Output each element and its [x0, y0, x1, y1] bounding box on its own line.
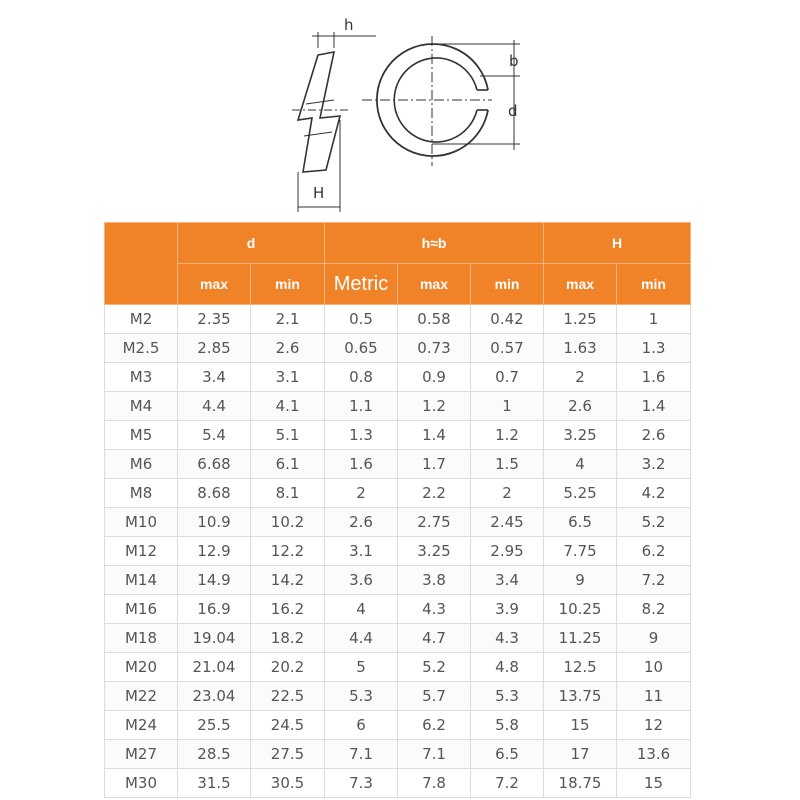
cell-d-min: 30.5	[251, 769, 325, 798]
cell-H-max: 10.25	[544, 595, 617, 624]
cell-metric: 0.65	[325, 334, 398, 363]
cell-H-min: 2.6	[617, 421, 691, 450]
cell-metric: 3.1	[325, 537, 398, 566]
table-row	[105, 682, 691, 711]
cell-d-min: 2.1	[251, 305, 325, 334]
cell-hb-max: 7.8	[398, 769, 471, 798]
header-H-min: min	[617, 264, 691, 305]
cell-hb-max: 5.7	[398, 682, 471, 711]
cell-metric: 1.1	[325, 392, 398, 421]
cell-size: M6	[105, 450, 178, 479]
cell-hb-max: 3.25	[398, 537, 471, 566]
header-d: d	[178, 223, 325, 264]
cell-metric: 5	[325, 653, 398, 682]
cell-d-min: 14.2	[251, 566, 325, 595]
label-d: d	[508, 102, 518, 120]
cell-hb-min: 3.9	[471, 595, 544, 624]
cell-H-min: 3.2	[617, 450, 691, 479]
cell-hb-max: 5.2	[398, 653, 471, 682]
cell-d-min: 4.1	[251, 392, 325, 421]
header-hb-max: max	[398, 264, 471, 305]
cell-H-max: 2.6	[544, 392, 617, 421]
cell-H-max: 7.75	[544, 537, 617, 566]
table-row	[105, 479, 691, 508]
table-row	[105, 566, 691, 595]
cell-metric: 0.8	[325, 363, 398, 392]
label-h: h	[344, 16, 354, 34]
header-h-approx-b: h≈b	[325, 223, 544, 264]
cell-metric: 1.3	[325, 421, 398, 450]
cell-d-max: 21.04	[178, 653, 251, 682]
header-d-min: min	[251, 264, 325, 305]
table-row	[105, 421, 691, 450]
cell-hb-min: 1.5	[471, 450, 544, 479]
table-group-header-row	[105, 223, 691, 264]
cell-d-max: 10.9	[178, 508, 251, 537]
cell-hb-max: 1.4	[398, 421, 471, 450]
cell-size: M2	[105, 305, 178, 334]
cell-H-max: 6.5	[544, 508, 617, 537]
table-row	[105, 740, 691, 769]
cell-H-min: 13.6	[617, 740, 691, 769]
cell-H-max: 11.25	[544, 624, 617, 653]
cell-d-max: 2.85	[178, 334, 251, 363]
cell-size: M16	[105, 595, 178, 624]
washer-spec-table	[104, 222, 691, 798]
table-row	[105, 334, 691, 363]
cell-d-min: 18.2	[251, 624, 325, 653]
cell-hb-min: 3.4	[471, 566, 544, 595]
cell-d-max: 3.4	[178, 363, 251, 392]
cell-hb-min: 1.2	[471, 421, 544, 450]
cell-d-max: 16.9	[178, 595, 251, 624]
cell-d-max: 25.5	[178, 711, 251, 740]
table-row	[105, 653, 691, 682]
cell-H-min: 1.6	[617, 363, 691, 392]
cell-hb-min: 0.57	[471, 334, 544, 363]
cell-d-min: 24.5	[251, 711, 325, 740]
cell-hb-max: 1.7	[398, 450, 471, 479]
label-b: b	[509, 52, 519, 70]
cell-H-max: 1.25	[544, 305, 617, 334]
cell-hb-min: 2.45	[471, 508, 544, 537]
table-row	[105, 508, 691, 537]
cell-hb-max: 2.2	[398, 479, 471, 508]
cell-d-min: 22.5	[251, 682, 325, 711]
cell-H-max: 1.63	[544, 334, 617, 363]
cell-hb-min: 2	[471, 479, 544, 508]
cell-H-min: 10	[617, 653, 691, 682]
cell-metric: 2.6	[325, 508, 398, 537]
cell-d-max: 14.9	[178, 566, 251, 595]
cell-H-max: 4	[544, 450, 617, 479]
cell-d-max: 6.68	[178, 450, 251, 479]
cell-size: M22	[105, 682, 178, 711]
table-body	[105, 305, 691, 798]
cell-metric: 7.1	[325, 740, 398, 769]
cell-H-max: 12.5	[544, 653, 617, 682]
cell-H-min: 5.2	[617, 508, 691, 537]
cell-H-max: 9	[544, 566, 617, 595]
cell-size: M30	[105, 769, 178, 798]
cell-H-min: 8.2	[617, 595, 691, 624]
cell-metric: 2	[325, 479, 398, 508]
cell-metric: 5.3	[325, 682, 398, 711]
table-sub-header-row	[105, 264, 691, 305]
cell-hb-min: 2.95	[471, 537, 544, 566]
cell-d-min: 20.2	[251, 653, 325, 682]
washer-side-view	[298, 52, 340, 172]
cell-d-max: 28.5	[178, 740, 251, 769]
table-row	[105, 595, 691, 624]
table-row	[105, 624, 691, 653]
header-d-max: max	[178, 264, 251, 305]
cell-d-min: 16.2	[251, 595, 325, 624]
cell-H-min: 4.2	[617, 479, 691, 508]
header-blank	[105, 223, 178, 305]
cell-hb-max: 1.2	[398, 392, 471, 421]
cell-size: M12	[105, 537, 178, 566]
table-row	[105, 450, 691, 479]
header-H: H	[544, 223, 691, 264]
label-H: H	[313, 184, 325, 202]
cell-hb-max: 7.1	[398, 740, 471, 769]
cell-H-min: 15	[617, 769, 691, 798]
cell-d-min: 3.1	[251, 363, 325, 392]
cell-size: M10	[105, 508, 178, 537]
table-row	[105, 769, 691, 798]
cell-hb-min: 1	[471, 392, 544, 421]
cell-hb-max: 4.7	[398, 624, 471, 653]
cell-H-max: 3.25	[544, 421, 617, 450]
cell-H-min: 1.3	[617, 334, 691, 363]
table-row	[105, 392, 691, 421]
table-row	[105, 363, 691, 392]
cell-metric: 7.3	[325, 769, 398, 798]
cell-d-max: 5.4	[178, 421, 251, 450]
header-hb-min: min	[471, 264, 544, 305]
cell-metric: 3.6	[325, 566, 398, 595]
cell-hb-min: 0.7	[471, 363, 544, 392]
cell-H-min: 1.4	[617, 392, 691, 421]
cell-size: M2.5	[105, 334, 178, 363]
cell-H-max: 17	[544, 740, 617, 769]
cell-d-min: 10.2	[251, 508, 325, 537]
cell-metric: 6	[325, 711, 398, 740]
table-row	[105, 305, 691, 334]
cell-size: M24	[105, 711, 178, 740]
table-row	[105, 711, 691, 740]
cell-H-min: 6.2	[617, 537, 691, 566]
table-row	[105, 537, 691, 566]
cell-d-max: 8.68	[178, 479, 251, 508]
cell-H-max: 13.75	[544, 682, 617, 711]
cell-H-min: 12	[617, 711, 691, 740]
cell-hb-min: 7.2	[471, 769, 544, 798]
cell-size: M3	[105, 363, 178, 392]
cell-hb-min: 6.5	[471, 740, 544, 769]
cell-hb-max: 4.3	[398, 595, 471, 624]
cell-d-max: 19.04	[178, 624, 251, 653]
header-metric: Metric	[325, 264, 398, 305]
cell-size: M27	[105, 740, 178, 769]
cell-H-min: 7.2	[617, 566, 691, 595]
cell-d-max: 23.04	[178, 682, 251, 711]
cell-hb-max: 0.58	[398, 305, 471, 334]
cell-size: M4	[105, 392, 178, 421]
cell-hb-min: 4.3	[471, 624, 544, 653]
cell-H-max: 5.25	[544, 479, 617, 508]
cell-d-min: 6.1	[251, 450, 325, 479]
cell-d-max: 12.9	[178, 537, 251, 566]
cell-metric: 0.5	[325, 305, 398, 334]
cell-H-min: 11	[617, 682, 691, 711]
cell-size: M18	[105, 624, 178, 653]
cell-metric: 4.4	[325, 624, 398, 653]
cell-d-min: 27.5	[251, 740, 325, 769]
cell-metric: 1.6	[325, 450, 398, 479]
cell-hb-min: 5.3	[471, 682, 544, 711]
cell-d-min: 8.1	[251, 479, 325, 508]
cell-size: M5	[105, 421, 178, 450]
cell-hb-min: 0.42	[471, 305, 544, 334]
cell-d-max: 4.4	[178, 392, 251, 421]
cell-hb-min: 5.8	[471, 711, 544, 740]
cell-H-max: 15	[544, 711, 617, 740]
cell-hb-min: 4.8	[471, 653, 544, 682]
cell-d-max: 31.5	[178, 769, 251, 798]
cell-hb-max: 6.2	[398, 711, 471, 740]
header-H-max: max	[544, 264, 617, 305]
cell-d-min: 2.6	[251, 334, 325, 363]
cell-hb-max: 0.73	[398, 334, 471, 363]
cell-hb-max: 3.8	[398, 566, 471, 595]
cell-d-min: 5.1	[251, 421, 325, 450]
cell-H-max: 2	[544, 363, 617, 392]
cell-size: M14	[105, 566, 178, 595]
cell-d-min: 12.2	[251, 537, 325, 566]
cell-H-min: 9	[617, 624, 691, 653]
cell-hb-max: 0.9	[398, 363, 471, 392]
cell-size: M20	[105, 653, 178, 682]
cell-size: M8	[105, 479, 178, 508]
cell-H-min: 1	[617, 305, 691, 334]
cell-hb-max: 2.75	[398, 508, 471, 537]
cell-metric: 4	[325, 595, 398, 624]
cell-H-max: 18.75	[544, 769, 617, 798]
washer-drawing	[0, 0, 800, 218]
cell-d-max: 2.35	[178, 305, 251, 334]
